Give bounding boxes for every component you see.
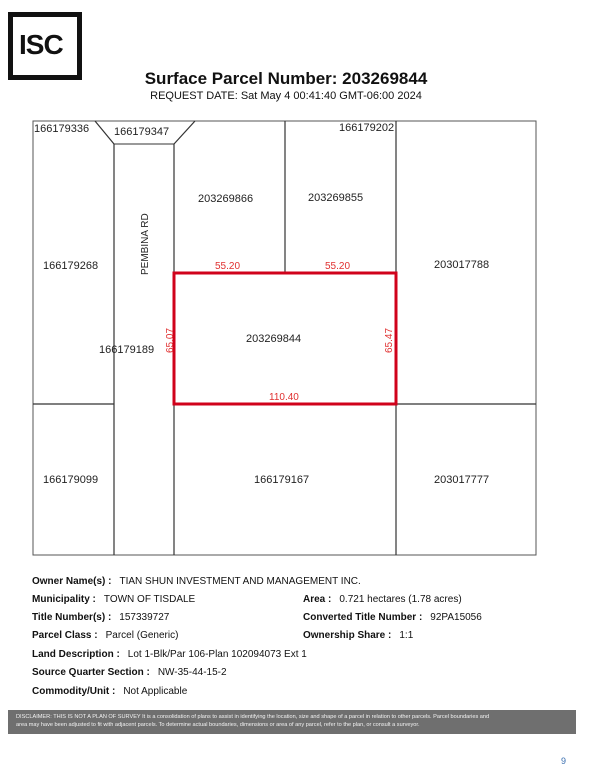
area-label: Area : [303,594,332,605]
dimension-label: 110.40 [269,392,299,403]
request-date: REQUEST DATE: Sat May 4 00:41:40 GMT-06:00 2024 [150,90,422,102]
source-quarter-label: Source Quarter Section : [32,667,150,678]
converted-title-label: Converted Title Number : [303,612,423,623]
disclaimer-line: area may have been adjusted to fit with adjacent parcels. To determine actual boundaries, dimensions or area of any parcel, refer to the plan, or consult a surveyor. [16,721,420,728]
parcel-label: 166179099 [43,474,99,486]
land-description-label: Land Description : [32,649,120,660]
converted-title-row [303,612,482,623]
parcel-class-label: Parcel Class : [32,630,98,641]
parcel-label: 203017788 [434,259,490,271]
parcel-label: 166179167 [254,474,310,486]
parcel-class-row [32,630,178,641]
commodity-label: Commodity/Unit : [32,686,116,697]
road-name: PEMBINA RD [140,213,151,275]
area-value: 0.721 hectares (1.78 acres) [339,594,462,605]
parcel-label: 166179347 [114,126,170,138]
source-quarter-value: NW-35-44-15-2 [157,667,227,678]
dimension-label: 55.20 [325,261,351,272]
parcel-label: 166179202 [339,122,395,134]
area-row [303,594,462,605]
disclaimer-banner [8,710,576,734]
municipality-value: TOWN OF TISDALE [103,594,196,605]
parcel-label: 203269855 [308,192,364,204]
parcel-label: 203017777 [434,474,490,486]
title-number-value: 157339727 [119,612,170,623]
parcel-class-value: Parcel (Generic) [105,630,179,641]
parcel-label: 203269866 [198,193,254,205]
owner-value: TIAN SHUN INVESTMENT AND MANAGEMENT INC. [119,576,361,587]
dimension-label: 65.07 [165,327,176,353]
title-number-label: Title Number(s) : [32,612,112,623]
parcel-map [30,117,538,557]
corner-mark: 9 [560,756,566,766]
ownership-share-row [303,630,413,641]
title-number-row [32,612,169,623]
land-description-value: Lot 1-Blk/Par 106-Plan 102094073 Ext 1 [127,649,307,660]
converted-title-value: 92PA15056 [430,612,482,623]
disclaimer-line: DISCLAIMER: THIS IS NOT A PLAN OF SURVEY It is a consolidation of plans to assist in identifying the location, size and shape of a parcel in relation to other parcels. Parcel boundaries and [16,714,490,720]
parcel-label: 166179189 [99,344,155,356]
ownership-share-value: 1:1 [399,630,414,641]
logo-text: ISC [19,29,63,60]
dimension-label: 55.20 [215,261,241,272]
owner-label: Owner Name(s) : [32,576,112,587]
owner-row [32,576,361,587]
source-quarter-row [32,667,227,678]
ownership-share-label: Ownership Share : [303,630,392,641]
commodity-value: Not Applicable [123,686,188,697]
dimension-label: 65.47 [384,327,395,353]
parcel-label: 203269844 [246,333,302,345]
municipality-label: Municipality : [32,594,96,605]
land-description-row [32,649,307,660]
municipality-row [32,594,195,605]
commodity-row [32,686,187,697]
parcel-label: 166179268 [43,260,99,272]
page-title: Surface Parcel Number: 203269844 [144,69,428,88]
parcel-label: 166179336 [34,123,90,135]
